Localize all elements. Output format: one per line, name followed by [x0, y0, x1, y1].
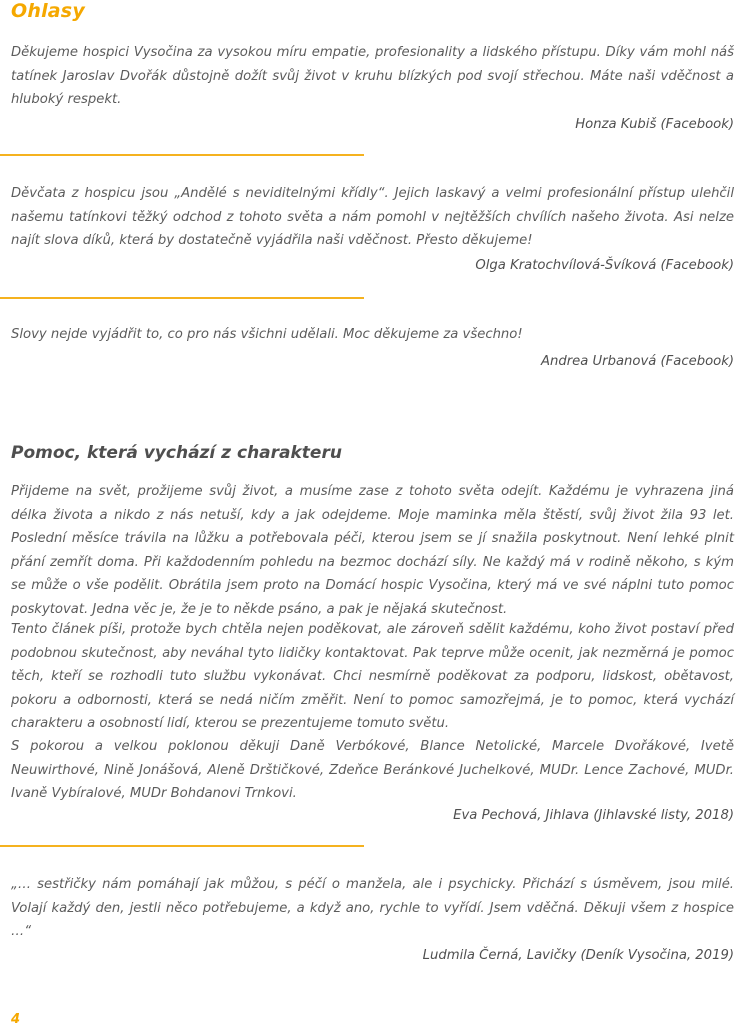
testimonial-text: Slovy nejde vyjádřit to, co pro nás všichni udělali. Moc děkujeme za všechno! — [11, 327, 523, 342]
article-paragraph: S pokorou a velkou poklonou děkuji Daně Verbókové, Blance Netolické, Marcele Dvořákové, Ivetě Neuwirthové, Nině Jonášová, Aleně Drštičkové, Zdeňce Beránkové Juchelkové, MUDr. Lence Zachové, MUDr. Ivaně Vybíralové, MUDr Bohdanovi Trnkovi. — [11, 739, 734, 801]
divider — [0, 154, 364, 156]
testimonial-author: Olga Kratochvílová-Švíková (Facebook) — [475, 258, 734, 273]
testimonial-text: Děkujeme hospici Vysočina za vysokou míru empatie, profesionality a lidského přístupu. Díky vám mohl náš tatínek Jaroslav Dvořák důstojně dožít svůj život v kruhu blízkých pod svojí střechou. Máte naši vděčnost a hluboký respekt. — [11, 45, 734, 107]
testimonial-author: Ludmila Černá, Lavičky (Deník Vysočina, 2019) — [422, 948, 734, 963]
testimonial-text: „… sestřičky nám pomáhají jak můžou, s péčí o manžela, ale i psychicky. Přichází s úsměvem, jsou milé. Volají každý den, jestli něco potřebujeme, a když ano, rychle to vyřídí. Jsem vděčná. Děkuji všem z hospice …“ — [11, 877, 734, 939]
testimonial-author: Andrea Urbanová (Facebook) — [540, 354, 734, 369]
section-title: Ohlasy — [11, 0, 85, 22]
article-paragraph: Tento článek píši, protože bych chtěla nejen poděkovat, ale zároveň sdělit každému, koho život postaví před podobnou skutečnost, aby neváhal tyto lidičky kontaktovat. Pak teprve může ocenit, jak nezměrná je pomoc těch, kteří se rozhodli tuto službu vykonávat. Chci nesmírně poděkovat za podporu, lidskost, obětavost, pokoru a odbornosti, která se nedá ničím změřit. Není to pomoc samozřejmá, je to pomoc, která vychází charakteru a osobností lidí, kterou se prezentujeme tomuto světu. — [11, 622, 734, 731]
testimonial-text: Děvčata z hospicu jsou „Andělé s neviditelnými křídly“. Jejich laskavý a velmi profesionální přístup ulehčil našemu tatínkovi těžký odchod z tohoto světa a nám pomohl v nejtěžších chvílích našeho života. Asi nelze najít slova díků, která by dostatečně vyjádřila naši vděčnost. Přesto děkujeme! — [11, 186, 734, 248]
page-number: 4 — [11, 1012, 21, 1027]
divider — [0, 297, 364, 299]
testimonial-author: Honza Kubiš (Facebook) — [575, 117, 734, 132]
article-author: Eva Pechová, Jihlava (Jihlavské listy, 2018) — [453, 808, 734, 823]
article-paragraph: Přijdeme na svět, prožijeme svůj život, a musíme zase z tohoto světa odejít. Každému je vyhrazena jiná délka života a nikdo z nás netuší, kdy a jak odejdeme. Moje maminka měla štěstí, svůj život žila 93 let. Poslední měsíce trávila na lůžku a potřebovala péči, kterou jsem se jí snažila poskytnout. Není lehké plnit přání zemřít doma. Při každodenním pohledu na bezmoc dochází síly. Ne každý má v rodině někoho, s kým se může o vše podělit. Obrátila jsem proto na Domácí hospic Vysočina, který má ve své náplni tuto pomoc poskytovat. Jedna věc je, že je to někde psáno, a pak je nějaká skutečnost. — [11, 484, 734, 617]
article-title: Pomoc, která vychází z charakteru — [11, 443, 342, 463]
divider — [0, 845, 364, 847]
